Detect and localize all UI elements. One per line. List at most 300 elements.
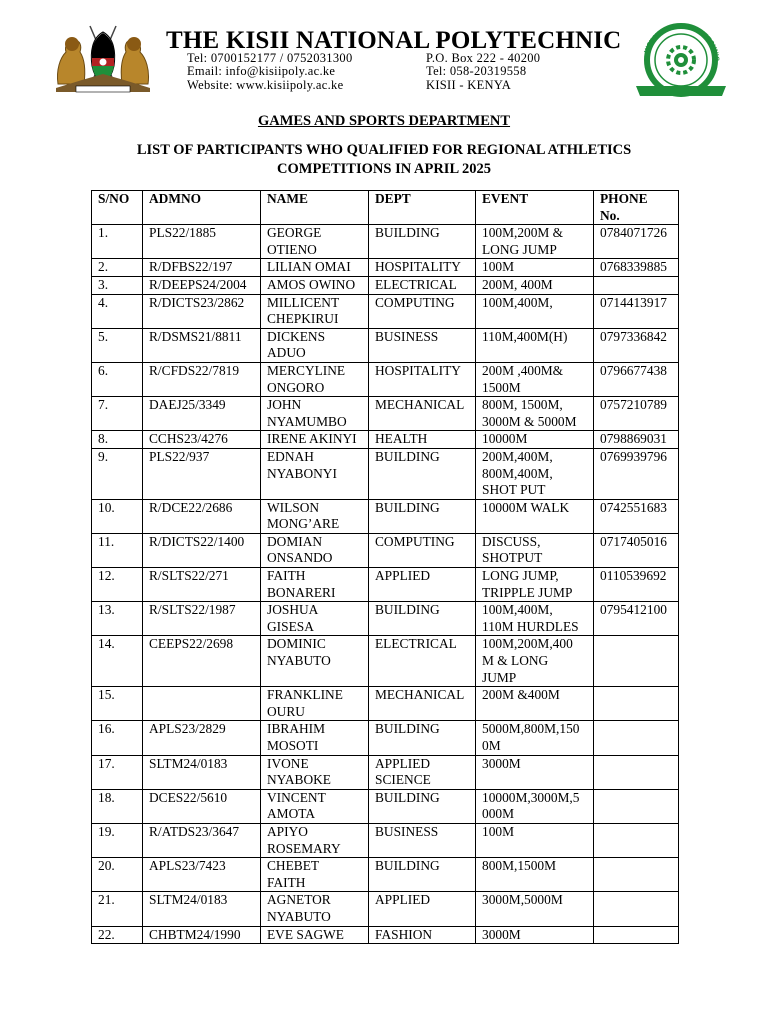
cell-line: 10000M WALK: [482, 499, 570, 515]
cell-line: 0797336842: [600, 328, 667, 344]
cell-line: 800M,400M,: [482, 465, 553, 481]
cell-phone: [594, 328, 679, 362]
cell-line: 100M: [482, 259, 514, 275]
cell-line: AMOTA: [267, 806, 316, 822]
table-row: [92, 636, 679, 687]
cell-line: [600, 756, 678, 773]
institution-name: THE KISII NATIONAL POLYTECHNIC: [166, 27, 622, 54]
cell-line: IVONE: [267, 755, 309, 771]
cell-line: HOSPITALITY: [375, 362, 461, 378]
cell-line: 1.: [98, 225, 109, 241]
cell-sn: [92, 431, 143, 449]
cell-phone: [594, 892, 679, 926]
cell-sn: [92, 499, 143, 533]
table-row: [92, 721, 679, 755]
tel-line: Tel: 058-20319558: [426, 64, 527, 79]
cell-dept: [369, 431, 476, 449]
cell-event: [476, 789, 594, 823]
table-row: [92, 448, 679, 499]
cell-phone: [594, 636, 679, 687]
cell-phone: [594, 259, 679, 277]
cell-phone: [594, 448, 679, 499]
cell-admno: [143, 823, 261, 857]
cell-line: OTIENO: [267, 241, 317, 257]
cell-admno: [143, 259, 261, 277]
cell-line: [600, 790, 678, 807]
cell-sn: [92, 225, 143, 259]
cell-line: 21.: [98, 892, 115, 908]
cell-line: CHBTM24/1990: [149, 926, 241, 942]
cell-line: BUILDING: [375, 225, 440, 241]
cell-line: 14.: [98, 636, 115, 652]
cell-line: COMPUTING: [375, 294, 455, 310]
cell-line: ELECTRICAL: [375, 636, 457, 652]
cell-line: 18.: [98, 789, 115, 805]
cell-phone: [594, 431, 679, 449]
cell-name: [261, 328, 369, 362]
table-row: [92, 755, 679, 789]
cell-line: [600, 636, 678, 653]
cell-phone: [594, 926, 679, 944]
cell-event: [476, 568, 594, 602]
cell-line: R/ATDS23/3647: [149, 823, 240, 839]
cell-name: [261, 431, 369, 449]
list-title-line: LIST OF PARTICIPANTS WHO QUALIFIED FOR REGIONAL ATHLETICS: [136, 142, 632, 158]
cell-admno: [143, 721, 261, 755]
cell-line: MECHANICAL: [375, 397, 465, 413]
column-header-dept: [369, 191, 476, 225]
cell-line: 0796677438: [600, 362, 667, 378]
cell-phone: [594, 499, 679, 533]
cell-admno: [143, 636, 261, 687]
table-header: [92, 191, 679, 225]
cell-admno: [143, 276, 261, 294]
cell-phone: [594, 687, 679, 721]
cell-sn: [92, 259, 143, 277]
cell-line: DICKENS: [267, 328, 326, 344]
cell-line: 100M,200M &: [482, 225, 564, 241]
cell-dept: [369, 892, 476, 926]
cell-dept: [369, 926, 476, 944]
cell-line: APLS23/2829: [149, 721, 226, 737]
cell-event: [476, 533, 594, 567]
cell-line: ADMNO: [149, 191, 202, 206]
cell-line: NYABUTO: [267, 908, 331, 924]
cell-line: GEORGE: [267, 225, 322, 241]
column-header-admno: [143, 191, 261, 225]
cell-line: 2.: [98, 259, 109, 275]
cell-line: CCHS23/4276: [149, 431, 228, 447]
cell-name: [261, 926, 369, 944]
column-header-sn: [92, 191, 143, 225]
cell-line: 0784071726: [600, 225, 667, 241]
cell-line: 110M HURDLES: [482, 618, 579, 634]
cell-line: ONSANDO: [267, 550, 333, 566]
cell-line: 800M,1500M: [482, 858, 557, 874]
cell-sn: [92, 328, 143, 362]
cell-line: NYABOKE: [267, 772, 331, 788]
cell-name: [261, 858, 369, 892]
cell-line: R/SLTS22/1987: [149, 602, 236, 618]
cell-line: 5000M,800M,150: [482, 721, 580, 737]
cell-line: 0769939796: [600, 448, 667, 464]
cell-sn: [92, 602, 143, 636]
cell-line: IBRAHIM: [267, 721, 326, 737]
cell-line: 0717405016: [600, 533, 667, 549]
cell-line: DEPT: [375, 191, 411, 206]
cell-line: PLS22/937: [149, 448, 210, 464]
cell-line: 11.: [98, 533, 115, 549]
table-row: [92, 362, 679, 396]
cell-line: ADUO: [267, 345, 306, 361]
cell-line: CHEPKIRUI: [267, 311, 339, 327]
cell-line: SLTM24/0183: [149, 892, 228, 908]
cell-sn: [92, 568, 143, 602]
cell-admno: [143, 858, 261, 892]
cell-phone: [594, 721, 679, 755]
cell-line: 800M, 1500M,: [482, 397, 563, 413]
cell-line: 13.: [98, 602, 115, 618]
cell-phone: [594, 294, 679, 328]
cell-line: M & LONG: [482, 653, 549, 669]
cell-admno: [143, 533, 261, 567]
cell-line: 200M,400M,: [482, 448, 553, 464]
table-row: [92, 431, 679, 449]
cell-event: [476, 362, 594, 396]
cell-phone: [594, 533, 679, 567]
cell-line: LONG JUMP: [482, 241, 557, 257]
cell-name: [261, 602, 369, 636]
cell-line: SHOTPUT: [482, 550, 543, 566]
cell-phone: [594, 276, 679, 294]
cell-line: 200M ,400M&: [482, 362, 564, 378]
cell-line: NAME: [267, 191, 308, 206]
cell-dept: [369, 858, 476, 892]
cell-admno: [143, 602, 261, 636]
cell-line: MERCYLINE: [267, 362, 346, 378]
cell-line: [149, 687, 260, 704]
cell-sn: [92, 362, 143, 396]
cell-line: SLTM24/0183: [149, 755, 228, 771]
table-row: [92, 328, 679, 362]
cell-line: 0M: [482, 738, 501, 753]
cell-sn: [92, 276, 143, 294]
cell-line: DAEJ25/3349: [149, 397, 226, 413]
cell-phone: [594, 568, 679, 602]
cell-line: 100M,400M,: [482, 602, 553, 618]
cell-line: BUILDING: [375, 858, 440, 874]
cell-event: [476, 276, 594, 294]
cell-name: [261, 568, 369, 602]
website-line: Website: www.kisiipoly.ac.ke: [187, 77, 344, 92]
table-row: [92, 926, 679, 944]
cell-line: [600, 858, 678, 875]
cell-line: APPLIED: [375, 892, 431, 908]
cell-line: 10.: [98, 499, 115, 515]
cell-line: 110M,400M(H): [482, 328, 568, 344]
cell-line: JUMP: [482, 669, 517, 685]
cell-line: MONG’ARE: [267, 516, 340, 532]
cell-line: 20.: [98, 858, 115, 874]
cell-line: FRANKLINE: [267, 687, 343, 703]
cell-event: [476, 602, 594, 636]
list-title-line: COMPETITIONS IN APRIL 2025: [277, 161, 491, 177]
cell-event: [476, 259, 594, 277]
cell-name: [261, 823, 369, 857]
cell-name: [261, 294, 369, 328]
cell-line: BUILDING: [375, 789, 440, 805]
cell-line: EVENT: [482, 191, 529, 206]
cell-line: MECHANICAL: [375, 687, 465, 703]
cell-line: GISESA: [267, 618, 314, 634]
contact-block-right: [426, 52, 540, 92]
header-row: [92, 191, 679, 225]
cell-admno: [143, 926, 261, 944]
cell-line: LILIAN OMAI: [267, 259, 351, 275]
table-row: [92, 789, 679, 823]
cell-admno: [143, 568, 261, 602]
cell-dept: [369, 225, 476, 259]
cell-phone: [594, 755, 679, 789]
cell-line: FAITH: [267, 874, 306, 890]
cell-event: [476, 636, 594, 687]
cell-dept: [369, 602, 476, 636]
cell-line: DISCUSS,: [482, 533, 541, 549]
cell-name: [261, 259, 369, 277]
cell-line: OURU: [267, 703, 305, 719]
cell-line: JOHN: [267, 397, 302, 413]
cell-line: NYAMUMBO: [267, 413, 347, 429]
column-header-phone: [594, 191, 679, 225]
cell-event: [476, 294, 594, 328]
column-header-name: [261, 191, 369, 225]
cell-line: 3000M,5000M: [482, 892, 563, 908]
cell-dept: [369, 328, 476, 362]
cell-line: NYABONYI: [267, 465, 337, 481]
cell-line: BUILDING: [375, 602, 440, 618]
cell-line: No.: [600, 207, 620, 223]
cell-dept: [369, 721, 476, 755]
cell-phone: [594, 362, 679, 396]
cell-name: [261, 225, 369, 259]
cell-line: EVE SAGWE: [267, 926, 344, 942]
table-row: [92, 892, 679, 926]
table-row: [92, 294, 679, 328]
cell-line: 000M: [482, 806, 514, 822]
cell-line: APPLIED: [375, 755, 431, 771]
contact-block-left: [187, 52, 353, 92]
cell-event: [476, 755, 594, 789]
cell-event: [476, 397, 594, 431]
cell-admno: [143, 687, 261, 721]
cell-line: 19.: [98, 823, 115, 839]
cell-line: APPLIED: [375, 568, 431, 584]
cell-line: 3000M: [482, 926, 521, 942]
cell-line: 17.: [98, 755, 115, 771]
cell-event: [476, 499, 594, 533]
cell-line: WILSON: [267, 499, 320, 515]
cell-line: NYABUTO: [267, 653, 331, 669]
cell-line: EDNAH: [267, 448, 314, 464]
cell-dept: [369, 448, 476, 499]
cell-line: 3000M & 5000M: [482, 413, 577, 429]
cell-line: 10000M,3000M,5: [482, 789, 580, 805]
cell-line: [600, 892, 678, 909]
cell-line: LONG JUMP,: [482, 568, 559, 584]
cell-line: 100M: [482, 823, 514, 839]
cell-event: [476, 926, 594, 944]
cell-sn: [92, 294, 143, 328]
cell-line: CEEPS22/2698: [149, 636, 234, 652]
cell-line: PHONE: [600, 191, 648, 206]
cell-line: MOSOTI: [267, 738, 319, 753]
cell-line: 6.: [98, 362, 109, 378]
cell-line: 5.: [98, 328, 109, 344]
cell-line: 0795412100: [600, 602, 667, 618]
cell-line: [600, 721, 678, 738]
cell-event: [476, 328, 594, 362]
cell-line: BUILDING: [375, 448, 440, 464]
cell-line: 4.: [98, 294, 109, 310]
cell-line: 1500M: [482, 379, 521, 395]
cell-name: [261, 397, 369, 431]
table-row: [92, 823, 679, 857]
cell-line: R/SLTS22/271: [149, 568, 229, 584]
cell-dept: [369, 636, 476, 687]
table-row: [92, 858, 679, 892]
cell-sn: [92, 533, 143, 567]
cell-dept: [369, 823, 476, 857]
table-row: [92, 259, 679, 277]
cell-line: SHOT PUT: [482, 482, 546, 498]
cell-admno: [143, 755, 261, 789]
cell-line: ELECTRICAL: [375, 276, 457, 292]
table-row: [92, 499, 679, 533]
cell-line: FASHION: [375, 926, 433, 942]
table-row: [92, 276, 679, 294]
cell-admno: [143, 328, 261, 362]
table-row: [92, 533, 679, 567]
cell-dept: [369, 362, 476, 396]
location-line: KISII - KENYA: [426, 77, 512, 92]
cell-sn: [92, 858, 143, 892]
cell-line: S/NO: [98, 191, 130, 206]
cell-name: [261, 276, 369, 294]
cell-line: 0757210789: [600, 397, 667, 413]
cell-line: BUILDING: [375, 721, 440, 737]
cell-admno: [143, 225, 261, 259]
cell-name: [261, 755, 369, 789]
cell-name: [261, 892, 369, 926]
cell-line: AMOS OWINO: [267, 276, 356, 292]
cell-name: [261, 533, 369, 567]
cell-event: [476, 721, 594, 755]
po-box-line: P.O. Box 222 - 40200: [426, 51, 541, 65]
cell-line: R/DSMS21/8811: [149, 328, 242, 344]
cell-line: CHEBET: [267, 858, 320, 874]
cell-line: 15.: [98, 687, 115, 703]
cell-line: TRIPPLE JUMP: [482, 584, 573, 600]
cell-line: PLS22/1885: [149, 225, 216, 241]
table-row: [92, 397, 679, 431]
cell-line: DOMIAN: [267, 533, 323, 549]
cell-line: R/DCE22/2686: [149, 499, 233, 515]
cell-line: 200M, 400M: [482, 276, 553, 292]
cell-line: FAITH: [267, 568, 306, 584]
cell-name: [261, 687, 369, 721]
cell-admno: [143, 789, 261, 823]
cell-dept: [369, 499, 476, 533]
cell-line: VINCENT: [267, 789, 326, 805]
cell-name: [261, 362, 369, 396]
cell-dept: [369, 259, 476, 277]
cell-sn: [92, 721, 143, 755]
cell-phone: [594, 858, 679, 892]
cell-sn: [92, 448, 143, 499]
cell-phone: [594, 602, 679, 636]
cell-line: 0768339885: [600, 259, 667, 275]
cell-phone: [594, 823, 679, 857]
cell-line: [600, 824, 678, 841]
cell-line: R/DICTS22/1400: [149, 533, 245, 549]
cell-line: 16.: [98, 721, 115, 737]
cell-line: MILLICENT: [267, 294, 340, 310]
cell-line: IRENE AKINYI: [267, 431, 357, 447]
cell-line: [600, 927, 678, 944]
cell-line: 200M &400M: [482, 687, 560, 703]
cell-phone: [594, 789, 679, 823]
polytechnic-seal-icon: [630, 22, 732, 98]
cell-line: 10000M: [482, 431, 528, 447]
cell-dept: [369, 687, 476, 721]
cell-admno: [143, 431, 261, 449]
table-body: [92, 225, 679, 944]
list-title: [84, 141, 684, 179]
cell-line: BONARERI: [267, 584, 336, 600]
cell-line: 22.: [98, 926, 115, 942]
cell-line: R/DICTS23/2862: [149, 294, 245, 310]
cell-admno: [143, 362, 261, 396]
cell-line: BUSINESS: [375, 328, 439, 344]
cell-admno: [143, 892, 261, 926]
cell-admno: [143, 294, 261, 328]
cell-line: 9.: [98, 448, 109, 464]
cell-phone: [594, 225, 679, 259]
cell-line: 3000M: [482, 755, 521, 771]
cell-name: [261, 636, 369, 687]
cell-line: AGNETOR: [267, 892, 331, 908]
cell-event: [476, 892, 594, 926]
cell-line: DOMINIC: [267, 636, 326, 652]
cell-sn: [92, 755, 143, 789]
cell-line: 100M,400M,: [482, 294, 553, 310]
cell-line: SCIENCE: [375, 772, 431, 788]
cell-admno: [143, 448, 261, 499]
cell-name: [261, 499, 369, 533]
cell-line: JOSHUA: [267, 602, 319, 618]
cell-dept: [369, 276, 476, 294]
cell-line: 0110539692: [600, 568, 667, 584]
kenya-coat-of-arms-icon: [52, 22, 154, 94]
cell-dept: [369, 294, 476, 328]
cell-line: R/DEEPS24/2004: [149, 276, 247, 292]
cell-line: HOSPITALITY: [375, 259, 461, 275]
cell-name: [261, 789, 369, 823]
cell-admno: [143, 499, 261, 533]
cell-dept: [369, 568, 476, 602]
phone-line: Tel: 0700152177 / 0752031300: [187, 51, 353, 65]
cell-phone: [594, 397, 679, 431]
